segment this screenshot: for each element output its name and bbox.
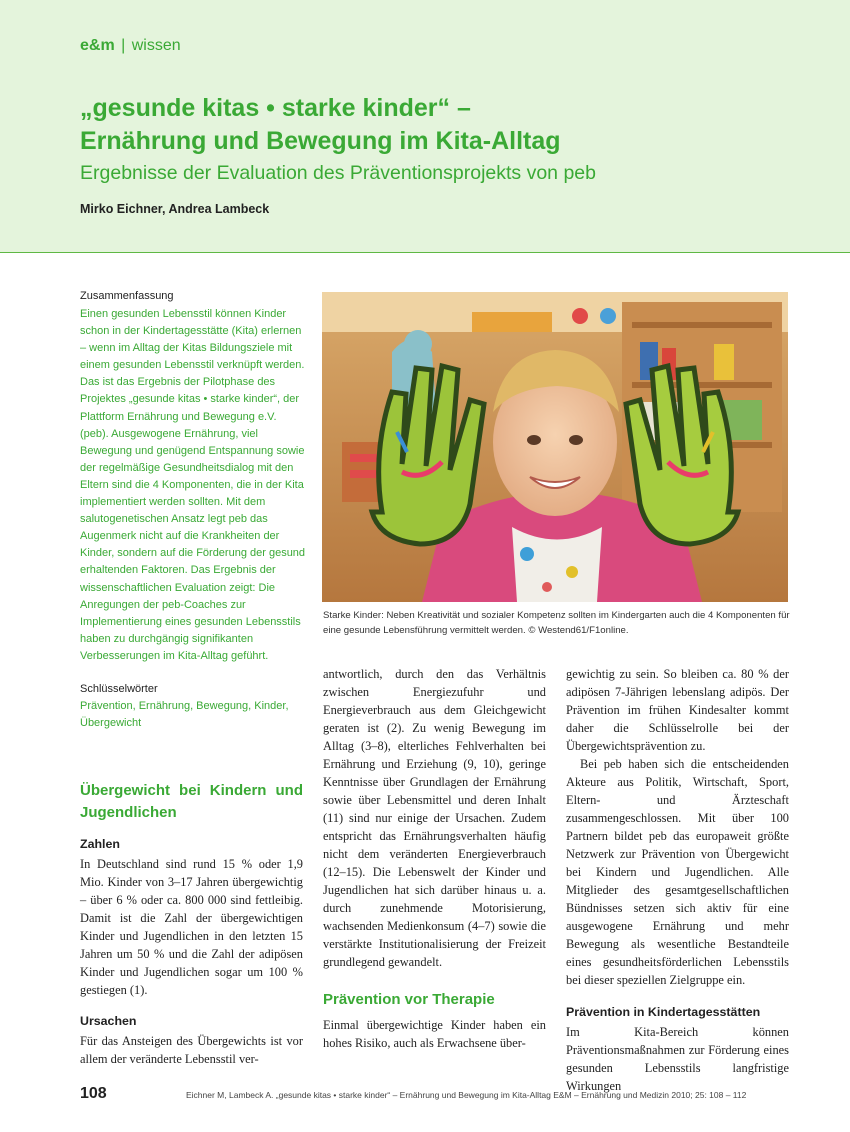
child-painted-hands-photo: [322, 292, 788, 602]
section-tag-separator: |: [121, 37, 126, 54]
article-title-line-2: Ernährung und Bewegung im Kita-Alltag: [80, 127, 561, 155]
paragraph-ursachen-continued: antwortlich, durch den das Verhältnis zwischen Energiezufuhr und Energieverbrauch aus dem Gleichgewicht geraten ist (2). Zu wenig Bewegung im Alltag (3–8), elterliches Fehlverhalten bei Ernährung und Erziehung (9, 10), geringe Kenntnisse über Grundlagen der Ernährung sowie über Lebensmittel und deren Inhalt (11) sind nur einige der Ursachen. Zudem entspricht das Ernährungsverhalten häufig nicht dem veränderten Energieverbrauch (12–15). Die Lebenswelt der Kinder und Jugendlichen hat sich darüber hinaus u. a. durch zunehmende Motorisierung, wachsenden Medienkonsum (4–7) sowie die verstärkte Institutionalisierung der Freizeit grundlegend gewandelt.: [323, 667, 546, 969]
paragraph-kindertagesstaetten: Im Kita-Bereich können Präventionsmaßnahmen zur Förderung eines gesunden Lebensstils langfristige Wirkungen: [566, 1025, 789, 1093]
section-tag-strong: e&m: [80, 37, 115, 54]
paragraph-zahlen: In Deutschland sind rund 15 % oder 1,9 Mio. Kinder von 3–17 Jahren übergewichtig – über 6 % oder ca. 800 000 sind fettleibig. Damit ist die Zahl der übergewichtigen Kinder und Jugendlichen in den letzten 15 Jahren um 50 % und die Zahl der adipösen Kinder und Jugendlichen sogar um 100 % gestiegen (1).: [80, 857, 303, 997]
column-3: [566, 665, 789, 1095]
keywords-text: Prävention, Ernährung, Bewegung, Kinder, Übergewicht: [80, 699, 289, 730]
section-tag-rest: wissen: [131, 37, 181, 54]
abstract: [80, 290, 306, 733]
section-heading-uebergewicht: Übergewicht bei Kindern und Jugendlichen: [80, 782, 303, 821]
paragraph-praevention: Einmal übergewichtige Kinder haben ein hohes Risiko, auch als Erwachsene über-: [323, 1018, 546, 1050]
section-heading-praevention: Prävention vor Therapie: [323, 991, 495, 1008]
section-tag: [80, 37, 181, 55]
article-authors: Mirko Eichner, Andrea Lambeck: [80, 202, 270, 216]
paragraph-praevention-continued: gewichtig zu sein. So bleiben ca. 80 % der adipösen 7-Jährigen lebenslang adipös. Der Prävention im frühen Kindesalter kommt daher die Schlüsselrolle bei der Übergewichtsprävention zu.: [566, 667, 789, 753]
abstract-text: Einen gesunden Lebensstil können Kinder schon in der Kindertagesstätte (Kita) erlernen – wenn im Alltag der Kitas Bildungsziele mit einem gesunden Lebensstil verknüpft werden. Das ist das Ergebnis der Pilotphase des Projektes „gesunde kitas • starke kinder“, der Plattform Ernährung und Bewegung e.V. (peb). Ausgewogene Ernährung, viel Bewegung und genügend Entspannung sowie der regelmäßige Gesundheitsdialog mit den Eltern sind die 4 Komponenten, die in der Kita implementiert werden sollten. Mit dem salutogenetischen Ansatz legt peb das Augenmerk nicht auf die Krankheiten der Kinder, sondern auf die Förderung der gesund erhaltenden Faktoren. Das Ergebnis der wissenschaftlichen Evaluation zeigt: Die Anregungen der peb-Coaches zur Implementierung eines gesunden Lebensstils haben zu durchgängig signifikanten Verbesserungen im Kita-Alltag geführt.: [80, 308, 306, 662]
subheading-kindertagesstaetten: Prävention in Kindertagesstätten: [566, 1005, 761, 1019]
column-1: [80, 780, 303, 1068]
paragraph-ursachen: Für das Ansteigen des Übergewichts ist vor allem der veränderte Lebensstil ver-: [80, 1034, 303, 1066]
column-2: [323, 665, 546, 1052]
subheading-ursachen: Ursachen: [80, 1014, 137, 1028]
subheading-zahlen: Zahlen: [80, 837, 120, 851]
article-title: [80, 92, 780, 158]
article-subtitle: Ergebnisse der Evaluation des Präventionsprojekts von peb: [80, 162, 596, 184]
article-title-line-1: „gesunde kitas • starke kinder“ –: [80, 94, 471, 122]
keywords-heading: Schlüsselwörter: [80, 682, 158, 695]
abstract-heading: Zusammenfassung: [80, 290, 174, 302]
footer-reference: Eichner M, Lambeck A. „gesunde kitas • starke kinder“ – Ernährung und Bewegung im Kita-Alltag E&M – Ernährung und Medizin 2010; 25: 108 – 112: [186, 1090, 747, 1100]
page-number: 108: [80, 1085, 107, 1102]
paragraph-peb: Bei peb haben sich die entscheidenden Akteure aus Politik, Wirtschaft, Sport, Eltern- und Ärzteschaft zusammengeschlossen. Mit über 100 Partnern bildet peb das europaweit größte Netzwerk zur Prävention von Übergewicht bei Kindern und Jugendlichen. Alle Mitglieder des gesamtgesellschaftlichen Bündnisses setzen sich aktiv für eine ausgewogene Ernährung und mehr Bewegung als wesentliche Bestandteile eines gesundheitsförderlichen Lebensstils bei dieser speziellen Zielgruppe ein.: [566, 757, 789, 987]
figure-caption: Starke Kinder: Neben Kreativität und sozialer Kompetenz sollten im Kindergarten auch die 4 Komponenten für eine gesunde Lebensführung vermittelt werden. © Westend61/F1online.: [323, 610, 790, 636]
